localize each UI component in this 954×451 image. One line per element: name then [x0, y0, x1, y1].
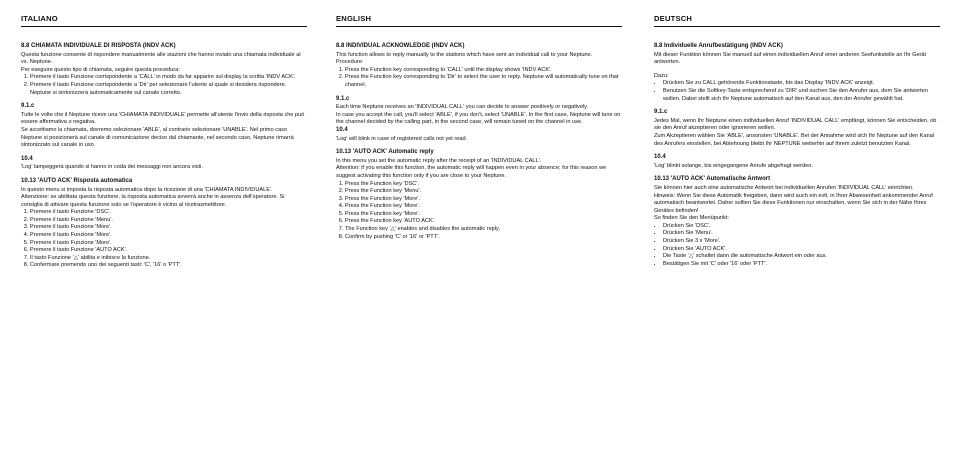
numbered-list	[21, 74, 307, 97]
paragraph: Dazu:	[654, 72, 669, 79]
paragraph: Jedes Mal, wenn Ihr Neptune einen individuellen Anruf 'INDIVIDUAL CALL' empfängt, können Sie entscheiden, ob sie den Anruf akzeptieren oder ignorieren wollen.	[654, 117, 937, 132]
language-heading: ENGLISH	[336, 14, 622, 27]
list-item: • Drücken Sie 'DSC'.	[663, 223, 940, 231]
list-item: 8. Confirm by pushing 'C' or '16' or 'PTT'.	[345, 234, 622, 242]
column-body	[654, 43, 940, 268]
section-heading: 8.8 Individuelle Anrufbestätigung (INDV ACK)	[654, 43, 783, 49]
section-heading: 9.1.c	[336, 95, 350, 102]
list-item: • Drücken Sie 3 x 'More'.	[663, 238, 940, 246]
list-item: 2. Press the Function key corresponding to 'Dir' to select the user to reply. Neptune will automatically tune on that channel.	[345, 74, 622, 89]
numbered-list	[336, 181, 622, 242]
list-item: • Die Taste '△' schaltet dann die automatische Antwort ein oder aus.	[663, 253, 940, 261]
column-deutsch	[654, 14, 940, 268]
numbered-list	[336, 67, 622, 90]
paragraph: 'Log' lampeggerà quando si hanno in coda dei messaggi non ancora visti.	[21, 164, 203, 171]
list-item: 2. Premere il tasto Funzione corrispondente a 'Dir' per selezionare l'utente al quale si desidera rispondere. Neptune si sintonizzerà automaticamente sul canale corretto.	[30, 82, 307, 97]
section-heading: 8.8 CHIAMATA INDIVIDUALE DI RISPOSTA (INDV ACK)	[21, 43, 176, 49]
list-item: • Bestätigen Sie mit 'C' oder '16' oder 'PTT'.	[663, 261, 940, 269]
paragraph: Questa funzione consente di rispondere manualmente alle stazioni che hanno inviato una chiamata individuale al vs. Neptune.	[21, 51, 301, 66]
list-item: 1. Premere il tasto Funzione corrispondente a 'CALL' in modo da far apparire sul display la scritta 'INDV ACK'.	[30, 74, 307, 82]
list-item: • Drücken Sie 'AUTO ACK'.	[663, 246, 940, 254]
list-item: 6. Press the Function key 'AUTO ACK'.	[345, 218, 622, 226]
list-item: 4. Press the Function key 'More'.	[345, 203, 622, 211]
paragraph: Zum Akzeptieren wählen Sie 'ABLE', ansonsten 'UNABLE'. Bei der Annahme wird sich Ihr Neptune auf den Kanal des Anrufers einstellen, bei Ablehnung bleibt Ihr NEPTUNE weiterhin auf Ihrem zuletzt benutzten Kanal.	[654, 132, 935, 147]
list-item: 1. Press the Function key 'DSC'.	[345, 181, 622, 189]
language-heading: ITALIANO	[21, 14, 307, 27]
list-item: 2. Premere il tasto Funzione 'Menu'.	[30, 217, 307, 225]
paragraph: Hinweis: Wenn Sie diese Automatik freigeben, dann wird auch ein evtl. in Ihrer Abwesenheit ankommender Anruf automatisch beantwortet. Daher sollten Sie diese Funktionen nur einschalten, wenn Sie sich in der Nähe Ihres Gerätes befinden!	[654, 192, 933, 214]
paragraph: Procedure:	[336, 59, 364, 66]
numbered-list	[21, 209, 307, 270]
paragraph: Sie können hier auch eine automatische Antwort bei individuellen Anrufen 'INDIVIDUAL CALL' einrichten.	[654, 184, 914, 191]
list-item: 7. The Function key '△' enables and disables the automatic reply.	[345, 226, 622, 234]
paragraph: 'Log' will blink in case of registered calls not yet read.	[336, 135, 468, 142]
bullet-list	[654, 223, 940, 269]
paragraph: Attenzione: se abilitata questa funzione, la risposta automatica avverrà anche in assenza dell'operatore. Si consiglia di attivare questa funzione solo se l'operatore è vicino al ricetrasmettitore.	[21, 194, 285, 208]
paragraph: Attention: if you enable this function, the automatic reply will happen even in your absence; for this reason we suggest activating this function only if you are close to your Neptune.	[336, 165, 607, 179]
paragraph: Mit dieser Funktion können Sie manuell auf einen individuellen Anruf einer anderen Seefunkstelle an Ihr Gerät antworten.	[654, 51, 927, 66]
paragraph: In questo menu si imposta la risposta automatica dopo la ricezione di una 'CHIAMATA INDIVIDUALE'.	[21, 186, 273, 193]
list-item: 5. Premere il tasto Funzione 'More'.	[30, 240, 307, 248]
section-heading: 10.13 'AUTO ACK' Automatische Antwort	[654, 176, 771, 183]
paragraph: In this menu you set the automatic reply after the receipt of an 'INDIVIDUAL CALL'.	[336, 157, 542, 164]
list-item: 1. Premere il tasto Funzione 'DSC'.	[30, 209, 307, 217]
section-heading: 10.13 'AUTO ACK' Automatic reply	[336, 149, 434, 156]
section-heading: 10.13 'AUTO ACK' Risposta automatica	[21, 177, 133, 184]
paragraph: Se accettiamo la chiamata, dovremo selezionare 'ABLE', al contrario selezionare 'UNABLE'. Nel primo caso Neptune si posizionerà sul canale di comunicazione deciso dal chiamante, nel secondo caso, Neptune rimarrà sintonizzato sul canale in uso.	[21, 126, 294, 149]
paragraph: 'Log' blinkt solange, bis eingegangene Anrufe abgefragt werden.	[654, 162, 813, 169]
paragraph: So finden Sie den Menüpunkt:	[654, 215, 729, 222]
section-heading: 9.1.c	[21, 103, 35, 110]
paragraph: Each time Neptune receives an 'INDIVIDUAL CALL' you can decide to answer positively or negatively.	[336, 104, 589, 111]
list-item: • Drücken Sie 'Menu'.	[663, 230, 940, 238]
bullet-list	[654, 80, 940, 103]
list-item: • Drücken Sie zu CALL gehörende Funktionstaste, bis das Display 'INDV ACK' anzeigt.	[663, 80, 940, 88]
list-item: 1. Press the Function key corresponding to 'CALL' until the display shows 'INDV ACK'.	[345, 67, 622, 75]
column-body	[21, 43, 307, 270]
list-item: 8. Confermare premendo uno dei seguenti tasti: 'C', '16' o 'PTT'.	[30, 262, 307, 270]
paragraph: Per eseguire questo tipo di chiamata, seguire questa procedura:	[21, 66, 180, 73]
list-item: • Benutzen Sie die Softkey-Taste entsprechend zu 'DIR' und suchen Sie den Anrufer aus, dem Sie antworten wollen. Dabei stellt sich Ihr Neptune automatisch auf den Kanal aus, den der Anrufer gewählt hat.	[663, 88, 940, 103]
list-item: 6. Premere il tasto Funzione 'AUTO ACK'.	[30, 247, 307, 255]
section-heading: 9.1.c	[654, 109, 668, 116]
list-item: 2. Press the Function key 'Menu'.	[345, 188, 622, 196]
paragraph: In case you accept the call, you'll select 'ABLE', if you don't, select 'UNABLE'. In the first case, Neptune will tune on the channel decided by the calling part, in the second case, will remain tuned on the channel in use.	[336, 111, 621, 126]
section-heading: 8.8 INDIVIDUAL ACKNOWLEDGE (INDV ACK)	[336, 43, 465, 49]
section-heading: 10.4	[654, 154, 666, 161]
section-heading: 10.4	[336, 126, 348, 133]
column-english	[336, 14, 622, 241]
column-italiano	[21, 14, 307, 270]
paragraph: This function allows to reply manually to the stations which have sent an individual call to your Neptune.	[336, 51, 593, 58]
column-body	[336, 43, 622, 241]
paragraph: Tutte le volte che il Neptune riceve una 'CHIAMATA INDIVIDUALE' permette all'utente l'invio della risposta che può essere affermativa o negativa.	[21, 111, 305, 126]
list-item: 7. Il tasto Funzione '△' abilita e inibisce la funzione.	[30, 255, 307, 263]
list-item: 5. Press the Function key 'More'.	[345, 211, 622, 219]
list-item: 3. Premere il tasto Funzione 'More'.	[30, 224, 307, 232]
language-heading: DEUTSCH	[654, 14, 940, 27]
list-item: 3. Press the Function key 'More'.	[345, 196, 622, 204]
section-heading: 10.4	[21, 155, 33, 162]
list-item: 4. Premere il tasto Funzione 'More'.	[30, 232, 307, 240]
